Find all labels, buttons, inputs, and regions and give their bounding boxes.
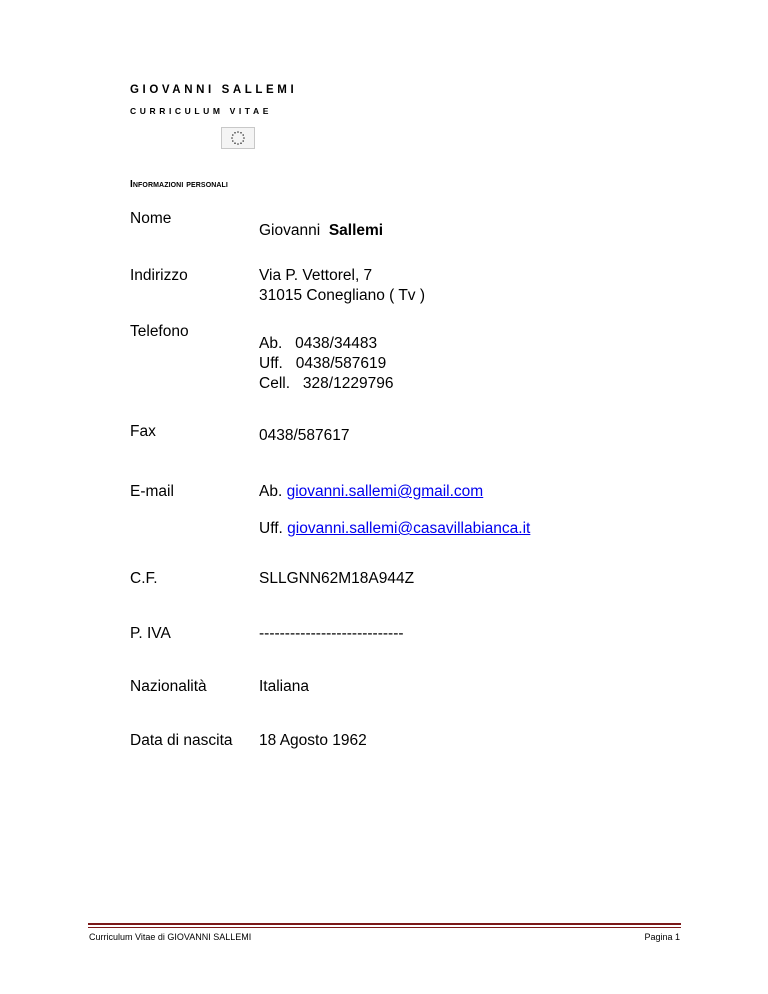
value-email-home: [259, 482, 483, 502]
value-nome-last: Sallemi: [328, 222, 384, 239]
label-cf: C.F.: [130, 570, 158, 587]
label-telefono: Telefono: [130, 323, 189, 340]
cv-owner-name: GIOVANNI SALLEMI: [130, 84, 298, 96]
value-telefono-office: Uff. 0438/587619: [259, 355, 387, 372]
value-telefono-cell: Cell. 328/1229796: [259, 375, 394, 392]
value-data-nascita: 18 Agosto 1962: [259, 732, 367, 749]
label-nazionalita: Nazionalità: [130, 678, 207, 695]
section-heading-personal-info: Informazioni personali: [130, 179, 228, 190]
email-home-link[interactable]: giovanni.sallemi@gmail.com: [286, 483, 484, 500]
label-piva: P. IVA: [130, 625, 171, 642]
value-piva: ----------------------------: [259, 625, 404, 642]
value-email-office: [259, 519, 530, 539]
label-indirizzo: Indirizzo: [130, 267, 188, 284]
footer-rule: [88, 923, 681, 925]
email-office-link[interactable]: giovanni.sallemi@casavillabianca.it: [287, 520, 531, 537]
value-indirizzo-line1: Via P. Vettorel, 7: [259, 267, 373, 284]
label-fax: Fax: [130, 423, 156, 440]
eu-flag-icon: [221, 127, 255, 149]
value-nome: [259, 221, 383, 241]
value-nazionalita: Italiana: [259, 678, 309, 695]
label-data-nascita: Data di nascita: [130, 732, 233, 749]
email-home-prefix: Ab.: [259, 483, 283, 500]
footer-rule-thin: [88, 927, 681, 928]
email-office-prefix: Uff.: [259, 520, 283, 537]
footer-page-number: Pagina 1: [644, 932, 680, 942]
value-cf: SLLGNN62M18A944Z: [259, 570, 415, 587]
label-nome: Nome: [130, 210, 172, 227]
value-indirizzo-line2: 31015 Conegliano ( Tv ): [259, 287, 426, 304]
footer-document-title: Curriculum Vitae di GIOVANNI SALLEMI: [89, 932, 252, 942]
label-email: E-mail: [130, 483, 174, 500]
value-fax: 0438/587617: [259, 427, 350, 444]
value-nome-first: Giovanni: [259, 222, 321, 239]
cv-subtitle: CURRICULUM VITAE: [130, 106, 272, 116]
value-telefono-home: Ab. 0438/34483: [259, 335, 378, 352]
